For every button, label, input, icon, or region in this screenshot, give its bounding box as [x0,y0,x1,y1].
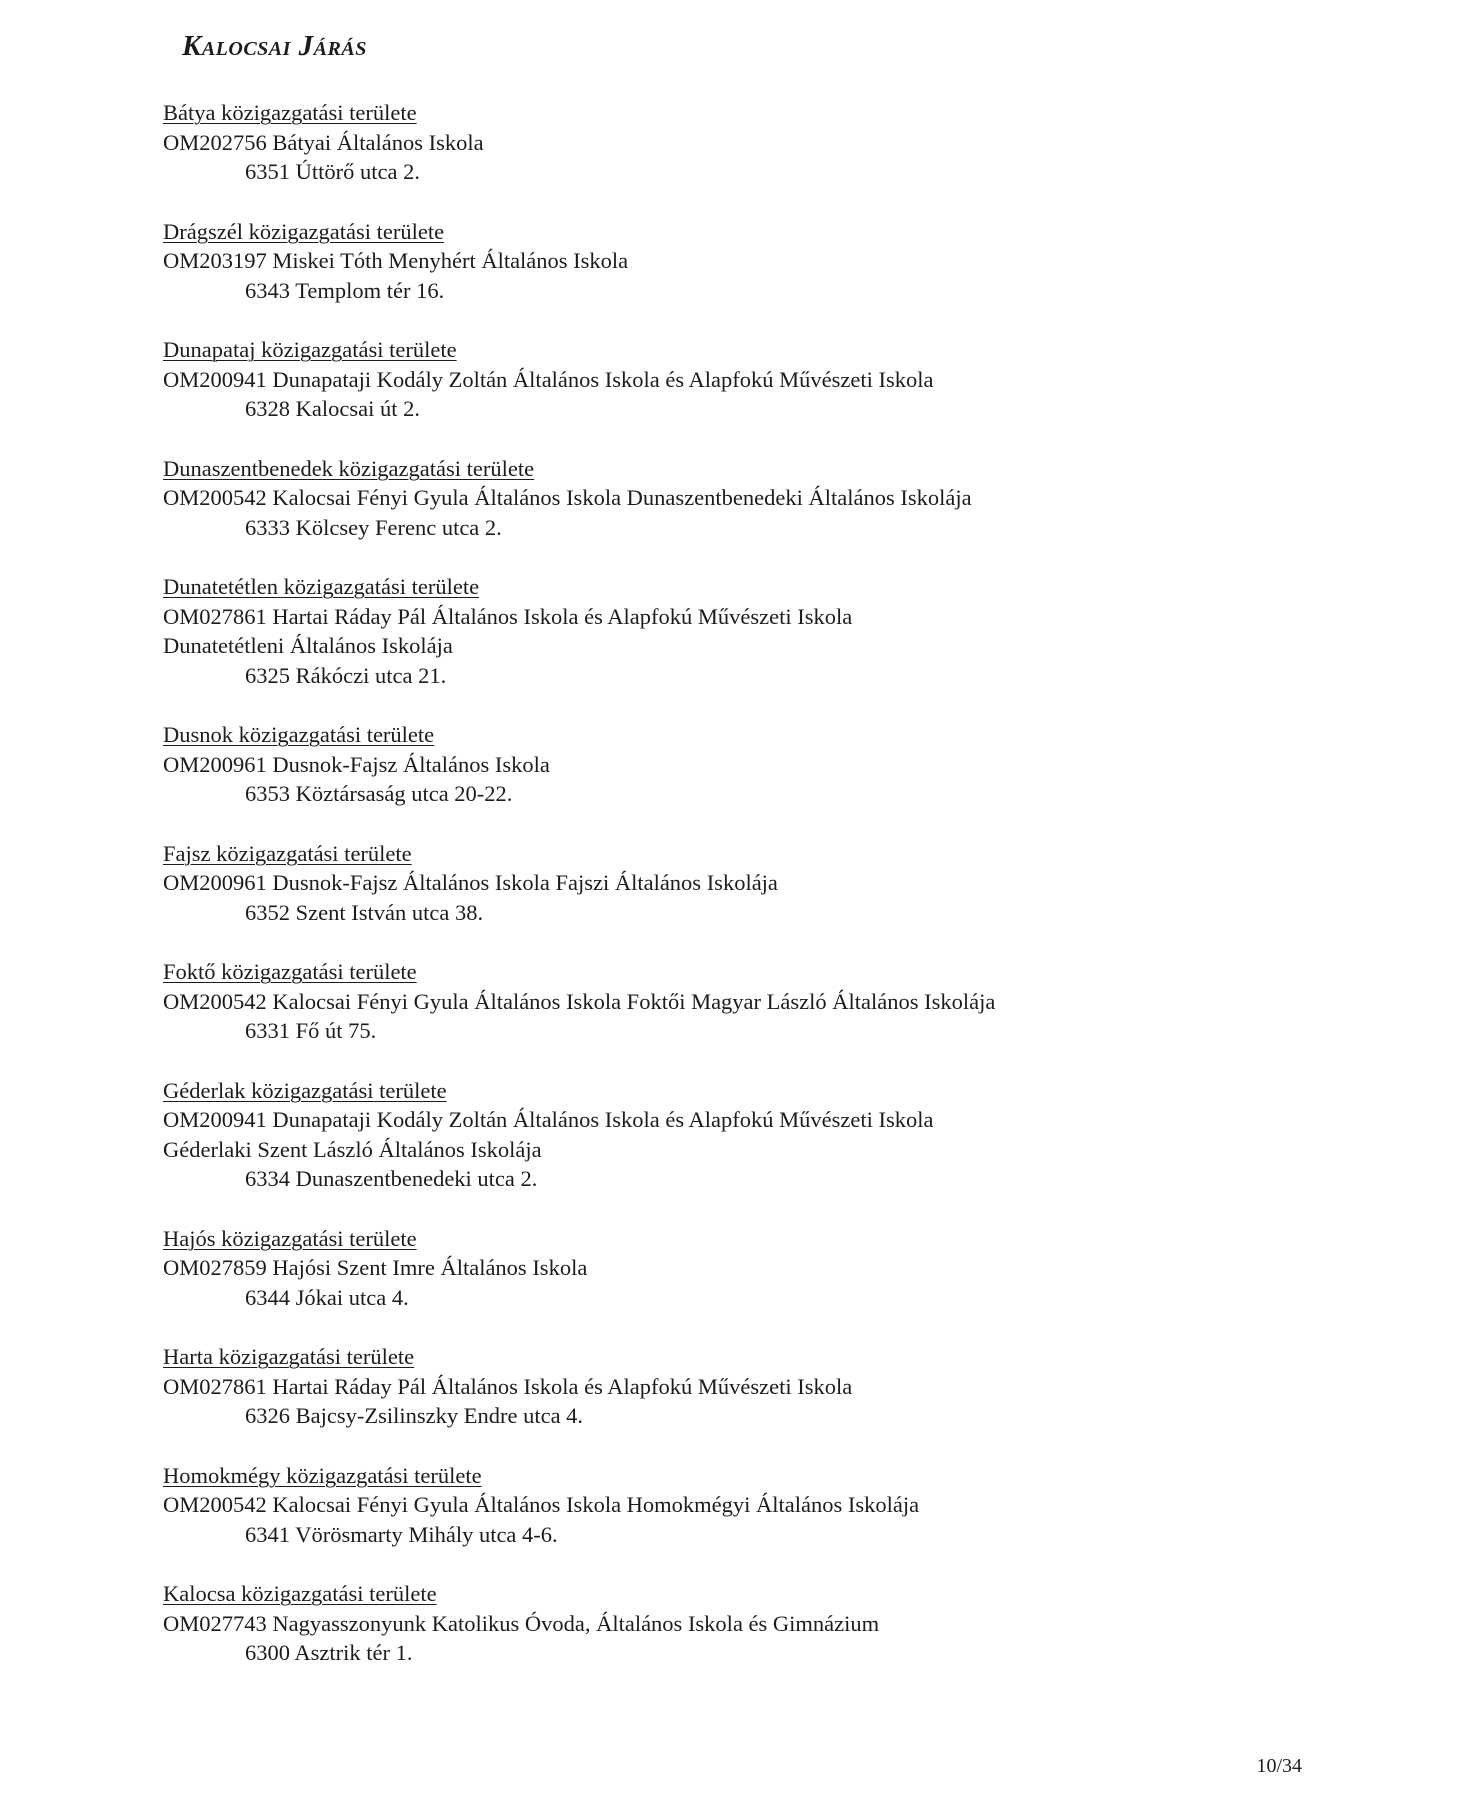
school-name: OM027861 Hartai Ráday Pál Általános Iskola és Alapfokú Művészeti Iskola [163,1373,853,1399]
area-heading: Géderlak közigazgatási területe [163,1077,447,1103]
school-name: OM200961 Dusnok-Fajsz Általános Iskola [163,751,550,777]
area-heading: Hajós közigazgatási területe [163,1225,417,1251]
list-item [163,957,1313,1046]
list-item [163,839,1313,928]
area-heading: Homokmégy közigazgatási területe [163,1462,482,1488]
list-item [163,335,1313,424]
area-heading: Fajsz közigazgatási területe [163,840,412,866]
area-heading: Dunaszentbenedek közigazgatási területe [163,455,535,481]
school-name: OM200542 Kalocsai Fényi Gyula Általános Iskola Homokmégyi Általános Iskolája [163,1492,920,1517]
school-address: 6333 Kölcsey Ferenc utca 2. [245,514,502,540]
list-item [163,98,1313,187]
school-address: 6353 Köztársaság utca 20-22. [245,781,513,806]
school-address: 6343 Templom tér 16. [245,277,445,303]
school-name: OM200961 Dusnok-Fajsz Általános Iskola Fajszi Általános Iskolája [163,870,778,895]
area-heading: Drágszél közigazgatási területe [163,218,445,244]
school-name: OM200542 Kalocsai Fényi Gyula Általános Iskola Dunaszentbenedeki Általános Iskolája [163,485,972,510]
school-address: 6351 Úttörő utca 2. [245,159,420,184]
list-item [163,217,1313,306]
school-address: 6325 Rákóczi utca 21. [245,662,447,688]
school-name: OM200941 Dunapataji Kodály Zoltán Általános Iskola és Alapfokú Művészeti Iskola [163,366,934,392]
school-address: 6328 Kalocsai út 2. [245,396,420,421]
list-item [163,1342,1313,1431]
district-title: Kalocsai Járás [182,30,367,62]
school-name: OM027859 Hajósi Szent Imre Általános Iskola [163,1255,588,1280]
school-name: OM027743 Nagyasszonyunk Katolikus Óvoda, Általános Iskola és Gimnázium [163,1610,880,1636]
school-name-continued: Géderlaki Szent László Általános Iskolája [163,1136,542,1162]
school-district-list [163,98,1313,1698]
list-item [163,1579,1313,1668]
school-name: OM202756 Bátyai Általános Iskola [163,129,484,155]
area-heading: Kalocsa közigazgatási területe [163,1581,437,1606]
school-address: 6344 Jókai utca 4. [245,1284,409,1310]
school-name: OM200542 Kalocsai Fényi Gyula Általános Iskola Foktői Magyar László Általános Iskolája [163,988,996,1014]
area-heading: Bátya közigazgatási területe [163,100,417,125]
school-address: 6352 Szent István utca 38. [245,899,484,925]
school-name: OM203197 Miskei Tóth Menyhért Általános Iskola [163,248,629,273]
page-number: 10/34 [1256,1755,1302,1777]
list-item [163,1461,1313,1550]
school-address: 6326 Bajcsy-Zsilinszky Endre utca 4. [245,1403,584,1428]
area-heading: Foktő közigazgatási területe [163,959,417,984]
list-item [163,1224,1313,1313]
school-address: 6334 Dunaszentbenedeki utca 2. [245,1166,538,1191]
area-heading: Dunapataj közigazgatási területe [163,337,457,362]
area-heading: Dusnok közigazgatási területe [163,722,435,747]
school-name: OM027861 Hartai Ráday Pál Általános Iskola és Alapfokú Művészeti Iskola [163,603,853,629]
school-name: OM200941 Dunapataji Kodály Zoltán Általános Iskola és Alapfokú Művészeti Iskola [163,1107,934,1132]
school-address: 6341 Vörösmarty Mihály utca 4-6. [245,1521,558,1547]
list-item [163,572,1313,690]
area-heading: Dunatetétlen közigazgatási területe [163,574,480,599]
school-address: 6300 Asztrik tér 1. [245,1640,413,1665]
list-item [163,1076,1313,1194]
list-item [163,720,1313,809]
school-name-continued: Dunatetétleni Általános Iskolája [163,633,453,658]
area-heading: Harta közigazgatási területe [163,1344,415,1369]
school-address: 6331 Fő út 75. [245,1018,377,1043]
list-item [163,454,1313,543]
